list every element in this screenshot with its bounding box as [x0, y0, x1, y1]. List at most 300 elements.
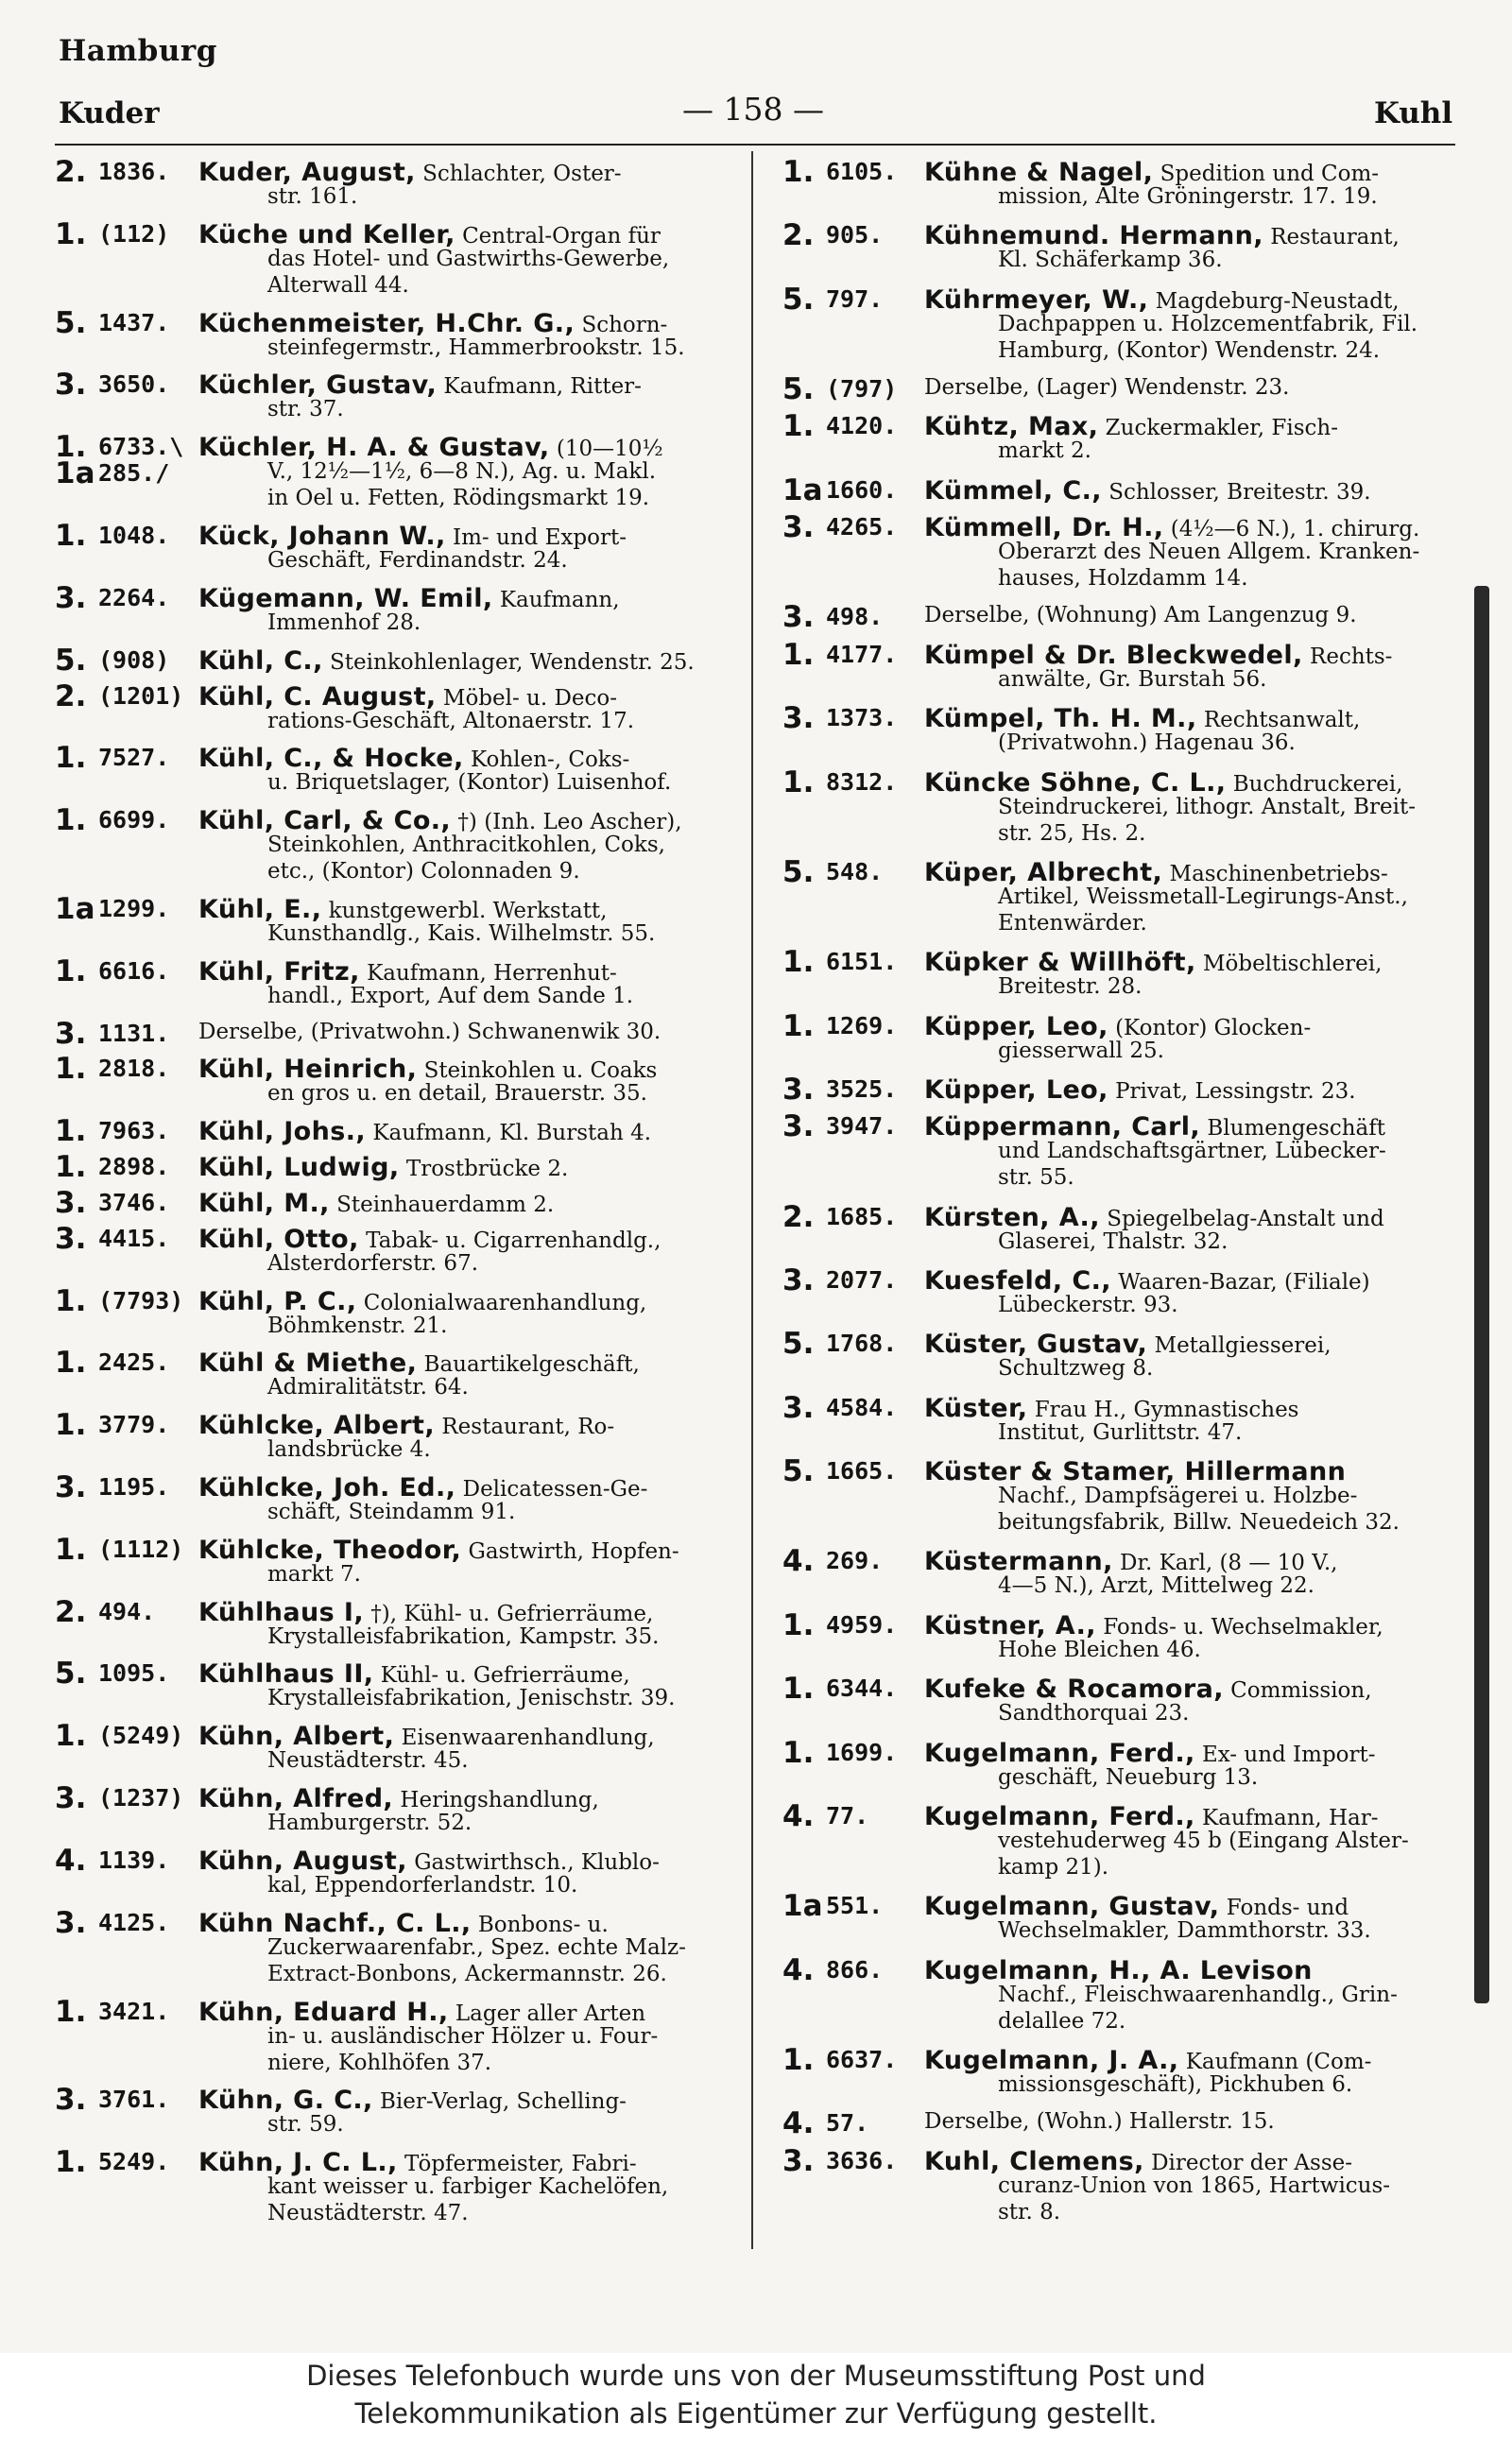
- subscriber-name: Küpker & Willhöft,: [924, 948, 1196, 978]
- entry-continuation: Schultzweg 8.: [998, 1356, 1154, 1382]
- subscriber-details: Schorn-: [581, 312, 668, 337]
- subscriber-details: Töpfermeister, Fabri-: [404, 2152, 637, 2177]
- phone-number: 2818.: [98, 1055, 170, 1083]
- exchange-code: 1.: [782, 1008, 815, 1043]
- directory-entry: [782, 411, 1463, 464]
- entry-continuation: mission, Alte Gröningerstr. 17. 19.: [998, 184, 1378, 209]
- directory-entry: [782, 1008, 1463, 1064]
- subscriber-name: Kührmeyer, W.,: [924, 284, 1149, 315]
- entry-continuation: handl., Export, Auf dem Sande 1.: [267, 983, 634, 1008]
- exchange-code: 1.: [782, 409, 815, 444]
- entry-continuation: Hohe Bleichen 46.: [998, 1637, 1201, 1662]
- subscriber-name: Kühn, G. C.,: [198, 2086, 373, 2116]
- entry-continuation: Artikel, Weissmetall-Legirungs-Anst.,: [998, 884, 1408, 909]
- subscriber-name: Kuder, August,: [198, 158, 416, 187]
- exchange-code: 3.: [782, 1263, 815, 1298]
- exchange-code: 5.: [782, 1327, 815, 1362]
- subscriber-name: Kühl, Otto,: [198, 1224, 359, 1254]
- entry-continuation: beitungsfabrik, Billw. Neuedeich 32.: [998, 1510, 1400, 1536]
- phone-number: 6733.\: [98, 433, 184, 461]
- directory-entry: [55, 1150, 752, 1185]
- subscriber-name: Kufeke & Rocamora,: [924, 1675, 1224, 1705]
- phone-number: 1299.: [98, 895, 170, 922]
- exchange-code: 5.: [782, 1454, 815, 1489]
- subscriber-name: Kühtz, Max,: [924, 412, 1099, 442]
- phone-number: 4584.: [826, 1393, 898, 1421]
- entry-continuation: str. 8.: [998, 2199, 1061, 2224]
- entry-continuation: Neustädterstr. 47.: [267, 2201, 469, 2226]
- subscriber-details: Bonbons- u.: [477, 1912, 609, 1937]
- exchange-code: 1.: [55, 1114, 87, 1149]
- subscriber-name: Kück, Johann W.,: [198, 522, 446, 552]
- subscriber-name: Kühn, Eduard H.,: [198, 1997, 449, 2027]
- subscriber-name: Küstner, A.,: [924, 1610, 1096, 1640]
- directory-entry: [55, 580, 752, 636]
- entry-continuation: Zuckerwaarenfabr., Spez. echte Malz-: [267, 1934, 686, 1960]
- phone-number: (1112): [98, 1535, 184, 1563]
- header-rule: [55, 144, 1455, 146]
- entry-continuation: Nachf., Dampfsägerei u. Holzbe-: [998, 1484, 1358, 1509]
- exchange-code: 4.: [782, 1544, 815, 1579]
- subscriber-name: Küche und Keller,: [198, 219, 455, 249]
- phone-number: 4959.: [826, 1610, 898, 1639]
- directory-entry: [782, 1390, 1463, 1446]
- entry-continuation: niere, Kohlhöfen 37.: [267, 2050, 492, 2075]
- exchange-code: 5.: [55, 643, 87, 678]
- subscriber-details: Dr. Karl, (8 — 10 V.,: [1120, 1551, 1338, 1576]
- subscriber-details: Ex- und Import-: [1201, 1742, 1376, 1767]
- directory-entry: [782, 764, 1463, 847]
- directory-entry: [782, 1891, 1463, 1944]
- subscriber-details: Derselbe, (Wohnung) Am Langenzug 9.: [924, 603, 1357, 628]
- directory-entry: [782, 372, 1463, 407]
- running-head-left: Kuder: [59, 96, 160, 130]
- entry-continuation: das Hotel- und Gastwirths-Gewerbe,: [267, 246, 670, 271]
- exchange-code: 1.: [55, 1346, 87, 1381]
- subscriber-name: Küper, Albrecht,: [924, 857, 1163, 887]
- subscriber-details: (10—10½: [556, 437, 663, 462]
- entry-continuation: str. 55.: [998, 1165, 1074, 1191]
- exchange-code: 1a: [782, 472, 823, 507]
- subscriber-details: Kaufmann, Herrenhut-: [367, 960, 617, 986]
- entry-continuation: Alsterdorferstr. 67.: [267, 1250, 479, 1276]
- directory-entry: [55, 678, 752, 734]
- exchange-code: 1.: [55, 1052, 87, 1087]
- directory-entry: [782, 1199, 1463, 1255]
- entry-continuation: Lübeckerstr. 93.: [998, 1293, 1178, 1318]
- subscriber-details: Gastwirth, Hopfen-: [468, 1538, 679, 1564]
- directory-entry: [55, 1905, 752, 1987]
- subscriber-details: Commission,: [1230, 1678, 1372, 1704]
- phone-number: 6616.: [98, 956, 170, 985]
- subscriber-details: Kaufmann, Kl. Burstah 4.: [372, 1121, 652, 1146]
- phone-number: 1373.: [826, 704, 898, 732]
- directory-entry: [782, 1456, 1463, 1536]
- directory-entry: [55, 1843, 752, 1898]
- phone-number: 3947.: [826, 1112, 898, 1141]
- exchange-code: 4.: [55, 1843, 87, 1878]
- entry-continuation: rations-Geschäft, Altonaerstr. 17.: [267, 708, 635, 733]
- exchange-code: 1.: [55, 1994, 87, 2029]
- directory-entry: [55, 1410, 752, 1463]
- entry-continuation: giesserwall 25.: [998, 1038, 1164, 1063]
- exchange-code: 1.: [782, 945, 815, 980]
- directory-entry: [782, 600, 1463, 635]
- subscriber-name: Kühl, C.,: [198, 645, 323, 676]
- directory-entry: [55, 1658, 752, 1711]
- phone-number: 1195.: [98, 1473, 170, 1501]
- exchange-code: 2.: [782, 218, 815, 253]
- subscriber-name: Kühn, Alfred,: [198, 1784, 394, 1814]
- footer-notice: [0, 2353, 1512, 2439]
- phone-number: 551.: [826, 1892, 884, 1920]
- entry-text: [924, 2109, 1275, 2134]
- directory-entry: [782, 220, 1463, 273]
- entry-continuation: anwälte, Gr. Burstah 56.: [998, 666, 1267, 692]
- entry-continuation: Hamburg, (Kontor) Wendenstr. 24.: [998, 337, 1381, 363]
- exchange-code: 1a: [55, 456, 95, 491]
- subscriber-details: Restaurant, Ro-: [441, 1415, 615, 1440]
- entry-continuation: Neustädterstr. 45.: [267, 1748, 469, 1774]
- binding-edge: [1474, 586, 1489, 2003]
- entry-continuation: Krystalleisfabrikation, Jenischstr. 39.: [267, 1686, 676, 1711]
- subscriber-details: Maschinenbetriebs-: [1169, 861, 1388, 886]
- subscriber-details: Central-Organ für: [462, 223, 661, 249]
- entry-continuation: Entenwärder.: [998, 910, 1147, 936]
- directory-entry: [55, 1532, 752, 1588]
- subscriber-name: Küppermann, Carl,: [924, 1112, 1201, 1142]
- exchange-code: 1.: [782, 637, 815, 672]
- entry-continuation: und Landschaftsgärtner, Lübecker-: [998, 1139, 1386, 1164]
- subscriber-name: Kühl, M.,: [198, 1188, 330, 1218]
- phone-number: 3650.: [98, 370, 170, 399]
- entry-text: [198, 1189, 554, 1218]
- subscriber-details: Steinhauerdamm 2.: [336, 1192, 555, 1217]
- phone-number: 4177.: [826, 640, 898, 668]
- directory-entry: [782, 1111, 1463, 1191]
- subscriber-name: Kühlcke, Albert,: [198, 1411, 436, 1441]
- phone-number: 548.: [826, 857, 884, 885]
- exchange-code: 3.: [55, 2083, 87, 2118]
- exchange-code: 1.: [55, 216, 87, 251]
- exchange-code: 3.: [55, 1185, 87, 1220]
- subscriber-name: Kugelmann, J. A.,: [924, 2045, 1179, 2075]
- phone-number: 3421.: [98, 1997, 170, 2025]
- exchange-code: 5.: [782, 282, 815, 317]
- subscriber-name: Kühl, E.,: [198, 895, 322, 924]
- exchange-code: 5.: [782, 372, 815, 407]
- subscriber-name: Kümmel, C.,: [924, 475, 1102, 506]
- phone-number: 3525.: [826, 1074, 898, 1103]
- subscriber-details: Eisenwaarenhandlung,: [401, 1726, 655, 1751]
- entry-continuation: landsbrücke 4.: [267, 1437, 431, 1463]
- phone-number: 1131.: [98, 1019, 170, 1047]
- directory-entry: [55, 305, 752, 361]
- phone-number: 6151.: [826, 948, 898, 976]
- exchange-code: 3.: [55, 1905, 87, 1940]
- phone-number: 1437.: [98, 308, 170, 336]
- city-heading: Hamburg: [59, 34, 217, 68]
- subscriber-details: Heringshandlung,: [400, 1788, 599, 1813]
- phone-number: 494.: [98, 1597, 156, 1625]
- entry-continuation: Steindruckerei, lithogr. Anstalt, Breit-: [998, 794, 1417, 819]
- directory-entry: [782, 1607, 1463, 1663]
- phone-number: (5249): [98, 1722, 184, 1750]
- exchange-code: 3.: [782, 1072, 815, 1107]
- subscriber-details: Schlachter, Oster-: [422, 162, 622, 186]
- exchange-code: 1.: [55, 1408, 87, 1443]
- entry-continuation: hauses, Holzdamm 14.: [998, 566, 1248, 592]
- entry-continuation: V., 12½—1½, 6—8 N.), Ag. u. Makl.: [267, 459, 657, 485]
- entry-text: [198, 1153, 568, 1182]
- subscriber-name: Kuhl, Clemens,: [924, 2146, 1144, 2176]
- exchange-code: 5.: [782, 854, 815, 889]
- entry-continuation: Geschäft, Ferdinandstr. 24.: [267, 548, 568, 574]
- directory-entry: [55, 1472, 752, 1525]
- subscriber-name: Kügemann, W. Emil,: [198, 583, 493, 613]
- directory-entry: [55, 2085, 752, 2138]
- entry-continuation: en gros u. en detail, Brauerstr. 35.: [267, 1081, 647, 1107]
- entry-continuation: (Privatwohn.) Hagenau 36.: [998, 730, 1296, 756]
- entry-continuation: Steinkohlen, Anthracitkohlen, Coks,: [267, 833, 665, 858]
- entry-continuation: kamp 21).: [998, 1854, 1109, 1880]
- exchange-code: 2.: [55, 155, 87, 189]
- entry-continuation: Alterwall 44.: [267, 272, 409, 298]
- entry-continuation: Wechselmakler, Dammthorstr. 33.: [998, 1918, 1371, 1944]
- exchange-code: 3.: [782, 600, 815, 635]
- exchange-code: 1.: [55, 2145, 87, 2180]
- directory-entry: [55, 1016, 752, 1051]
- subscriber-name: Küster,: [924, 1393, 1028, 1423]
- entry-continuation: 4—5 N.), Arzt, Mittelweg 22.: [998, 1573, 1314, 1599]
- directory-entry: [782, 1798, 1463, 1881]
- subscriber-details: Lager aller Arten: [455, 2001, 646, 2026]
- exchange-code: 1.: [782, 155, 815, 189]
- exchange-code: 4.: [782, 1798, 815, 1833]
- subscriber-details: Zuckermakler, Fisch-: [1105, 416, 1338, 441]
- subscriber-details: Schlosser, Breitestr. 39.: [1108, 479, 1371, 505]
- directory-entry: [55, 2147, 752, 2226]
- phone-number: 4120.: [826, 412, 898, 440]
- directory-entry: [782, 1952, 1463, 2035]
- directory-entry: [782, 2143, 1463, 2225]
- subscriber-details: Metallgiesserei,: [1154, 1333, 1332, 1359]
- footer-line-1: Dieses Telefonbuch wurde uns von der Museumsstiftung Post und: [306, 2360, 1206, 2392]
- subscriber-name: Küchler, Gustav,: [198, 370, 438, 401]
- subscriber-name: Küchler, H. A. & Gustav,: [198, 433, 550, 463]
- phone-number: 1269.: [826, 1011, 898, 1039]
- entry-continuation: Extract-Bonbons, Ackermannstr. 26.: [267, 1961, 667, 1986]
- entry-text: [198, 1117, 651, 1146]
- directory-entry: [55, 805, 752, 885]
- subscriber-name: Kühl, Heinrich,: [198, 1055, 418, 1085]
- phone-number: (1237): [98, 1784, 184, 1812]
- entry-continuation: Kl. Schäferkamp 36.: [998, 248, 1223, 273]
- entry-continuation: Breitestr. 28.: [998, 974, 1143, 1000]
- entry-continuation: etc., (Kontor) Colonnaden 9.: [267, 859, 580, 885]
- phone-number: 5249.: [98, 2148, 170, 2176]
- subscriber-details: Director der Asse-: [1151, 2150, 1353, 2175]
- subscriber-details: Bauartikelgeschäft,: [423, 1352, 640, 1378]
- entry-continuation: kant weisser u. farbiger Kachelöfen,: [267, 2174, 669, 2200]
- entry-text: [198, 646, 695, 676]
- exchange-code: 1.: [55, 519, 87, 554]
- subscriber-details: Tabak- u. Cigarrenhandlg.,: [366, 1228, 662, 1253]
- phone-number: 2077.: [826, 1266, 898, 1295]
- phone-number: 285./: [98, 459, 170, 488]
- directory-entry: [782, 1674, 1463, 1726]
- exchange-code: 3.: [55, 580, 87, 615]
- phone-number: 1685.: [826, 1202, 898, 1230]
- subscriber-name: Küstermann,: [924, 1547, 1113, 1577]
- subscriber-details: Fonds- und: [1226, 1896, 1349, 1921]
- directory-entry: [55, 743, 752, 796]
- entry-continuation: Krystalleisfabrikation, Kampstr. 35.: [267, 1623, 660, 1649]
- subscriber-details: Derselbe, (Lager) Wendenstr. 23.: [924, 375, 1290, 401]
- exchange-code: 1.: [782, 764, 815, 799]
- directory-entry: [55, 369, 752, 422]
- subscriber-name: Küpper, Leo,: [924, 1074, 1108, 1105]
- subscriber-name: Kühl, Fritz,: [198, 956, 360, 987]
- directory-entry: [782, 1735, 1463, 1791]
- entry-continuation: markt 2.: [998, 438, 1091, 464]
- directory-entry: [782, 472, 1463, 507]
- exchange-code: 3.: [55, 1470, 87, 1504]
- subscriber-details: Blumengeschäft: [1207, 1116, 1385, 1142]
- subscriber-name: Küster, Gustav,: [924, 1330, 1148, 1360]
- subscriber-details: Trostbrücke 2.: [405, 1157, 569, 1182]
- subscriber-details: Restaurant,: [1270, 225, 1400, 250]
- directory-entry: [55, 1721, 752, 1774]
- subscriber-name: Kühl, Johs.,: [198, 1117, 367, 1147]
- exchange-code: 1.: [55, 1283, 87, 1318]
- subscriber-name: Küpper, Leo,: [924, 1011, 1108, 1041]
- exchange-code: 1.: [55, 803, 87, 838]
- phone-number: 3746.: [98, 1188, 170, 1216]
- page-number: — 158 —: [682, 91, 824, 128]
- entry-text: [924, 375, 1289, 400]
- subscriber-name: Kümpel & Dr. Bleckwedel,: [924, 640, 1303, 670]
- exchange-code: 3.: [782, 2143, 815, 2178]
- exchange-code: 4.: [782, 2106, 815, 2141]
- subscriber-name: Kühlhaus II,: [198, 1659, 374, 1690]
- phone-number: 1768.: [826, 1330, 898, 1358]
- subscriber-name: Kugelmann, Ferd.,: [924, 1801, 1195, 1831]
- phone-number: 8312.: [826, 767, 898, 796]
- directory-entry: [782, 157, 1463, 210]
- phone-number: (797): [826, 375, 898, 404]
- subscriber-name: Küster & Stamer, Hillermann: [924, 1457, 1347, 1487]
- directory-entry: [55, 894, 752, 947]
- subscriber-name: Kühn, August,: [198, 1846, 407, 1876]
- exchange-code: 3.: [55, 1016, 87, 1051]
- subscriber-details: Magdeburg-Neustadt,: [1155, 288, 1400, 314]
- phone-number: 7527.: [98, 744, 170, 772]
- subscriber-details: Kaufmann,: [499, 587, 620, 612]
- directory-entry: [782, 2042, 1463, 2098]
- exchange-code: 3.: [55, 1781, 87, 1816]
- phone-number: 2264.: [98, 583, 170, 611]
- phone-number: 2898.: [98, 1153, 170, 1181]
- subscriber-name: Kühne & Nagel,: [924, 158, 1154, 187]
- phone-number: 1095.: [98, 1659, 170, 1688]
- subscriber-details: kunstgewerbl. Werkstatt,: [328, 899, 608, 923]
- exchange-code: 1.: [55, 741, 87, 776]
- entry-continuation: missionsgeschäft), Pickhuben 6.: [998, 2071, 1353, 2097]
- directory-entry: [55, 1594, 752, 1650]
- directory-entry: [782, 284, 1463, 364]
- entry-continuation: u. Briquetslager, (Kontor) Luisenhof.: [267, 770, 672, 796]
- directory-entry: [782, 512, 1463, 592]
- phone-number: 1660.: [826, 475, 898, 504]
- entry-continuation: curanz-Union von 1865, Hartwicus-: [998, 2173, 1391, 2198]
- exchange-code: 1.: [55, 1532, 87, 1567]
- directory-entry: [55, 1348, 752, 1400]
- subscriber-name: Kühn, Albert,: [198, 1722, 395, 1752]
- subscriber-name: Kühl, Carl, & Co.,: [198, 806, 452, 836]
- exchange-code: 3.: [55, 1221, 87, 1256]
- directory-entry: [782, 703, 1463, 756]
- exchange-code: 3.: [782, 1390, 815, 1425]
- exchange-code: 5.: [55, 305, 87, 340]
- subscriber-details: Waaren-Bazar, (Filiale): [1118, 1270, 1370, 1296]
- entry-continuation: markt 7.: [267, 1561, 361, 1587]
- subscriber-details: †), Kühl- u. Gefrierräume,: [370, 1601, 654, 1626]
- directory-entry: [782, 1072, 1463, 1107]
- entry-continuation: vestehuderweg 45 b (Eingang Alster-: [998, 1828, 1409, 1853]
- entry-text: [924, 1075, 1356, 1105]
- directory-entry: [55, 432, 752, 511]
- phone-number: 866.: [826, 1955, 884, 1984]
- subscriber-name: Kugelmann, Gustav,: [924, 1892, 1220, 1922]
- exchange-code: 4.: [782, 1952, 815, 1987]
- entry-continuation: in- u. ausländischer Hölzer u. Four-: [267, 2023, 659, 2049]
- entry-continuation: Admiralitätstr. 64.: [267, 1375, 469, 1400]
- directory-entry: [782, 1265, 1463, 1318]
- exchange-code: 3.: [782, 1109, 815, 1144]
- directory-entry: [55, 1114, 752, 1149]
- exchange-code: 2.: [55, 678, 87, 713]
- phone-number: 1139.: [98, 1846, 170, 1874]
- exchange-code: 3.: [782, 510, 815, 545]
- entry-continuation: Kunsthandlg., Kais. Wilhelmstr. 55.: [267, 921, 656, 946]
- entry-continuation: Nachf., Fleischwaarenhandlg., Grin-: [998, 1982, 1398, 2007]
- entry-continuation: Glaserei, Thalstr. 32.: [998, 1228, 1228, 1254]
- subscriber-name: Kühl & Miethe,: [198, 1348, 418, 1379]
- phone-number: 57.: [826, 2109, 869, 2138]
- running-head-right: Kuhl: [1374, 96, 1453, 130]
- footer-line-2: Telekommunikation als Eigentümer zur Verfügung gestellt.: [354, 2397, 1158, 2430]
- subscriber-name: Kühl, C. August,: [198, 681, 437, 712]
- subscriber-details: Derselbe, (Wohn.) Hallerstr. 15.: [924, 2109, 1275, 2135]
- subscriber-details: Kühl- u. Gefrierräume,: [380, 1663, 630, 1689]
- exchange-code: 1a: [782, 1889, 823, 1924]
- subscriber-details: Steinkohlen u. Coaks: [423, 1058, 658, 1084]
- phone-number: 1836.: [98, 158, 170, 185]
- entry-continuation: Oberarzt des Neuen Allgem. Kranken-: [998, 540, 1420, 565]
- subscriber-details: Kaufmann (Com-: [1185, 2049, 1372, 2074]
- subscriber-details: Gastwirthsch., Klublo-: [414, 1849, 660, 1875]
- subscriber-name: Kühl, C., & Hocke,: [198, 744, 464, 774]
- phone-number: 4415.: [98, 1224, 170, 1252]
- subscriber-details: Bier-Verlag, Schelling-: [380, 2089, 627, 2115]
- subscriber-name: Kühlcke, Theodor,: [198, 1535, 462, 1565]
- subscriber-details: †) (Inh. Leo Ascher),: [457, 810, 682, 835]
- subscriber-details: Frau H., Gymnastisches: [1034, 1397, 1299, 1422]
- directory-entry: [782, 1546, 1463, 1599]
- entry-continuation: schäft, Steindamm 91.: [267, 1500, 516, 1524]
- entry-text: [924, 476, 1371, 506]
